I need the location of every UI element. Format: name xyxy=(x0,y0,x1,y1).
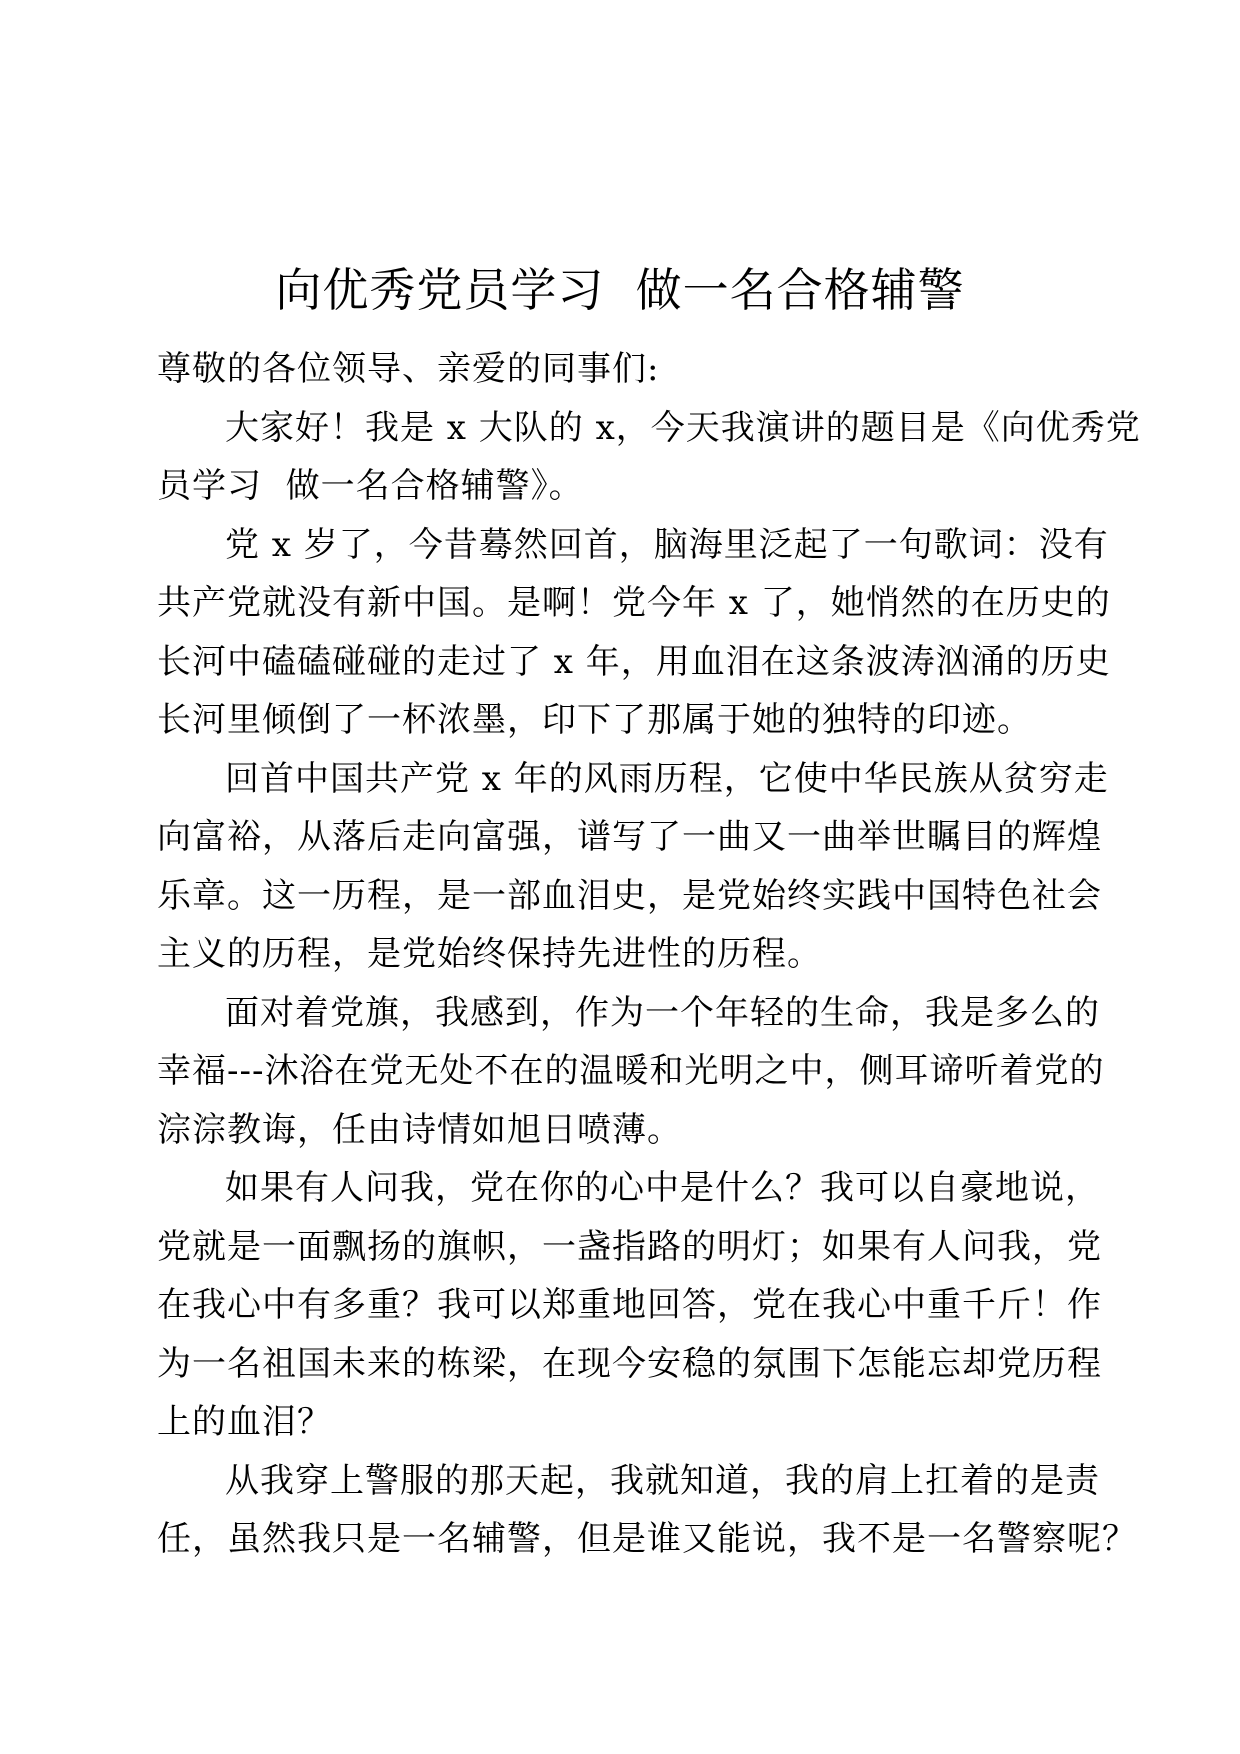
body-text-line: 大家好！我是 x 大队的 x，今天我演讲的题目是《向优秀党 xyxy=(225,407,1141,448)
body-text-line: 乐章。这一历程，是一部血泪史，是党始终实践中国特色社会 xyxy=(157,875,1102,916)
body-text-line: 员学习 做一名合格辅警》。 xyxy=(157,466,584,506)
body-text-line: 从我穿上警服的那天起，我就知道，我的肩上扛着的是责 xyxy=(225,1460,1100,1501)
body-text-line: 回首中国共产党 x 年的风雨历程，它使中华民族从贫穷走 xyxy=(225,758,1109,799)
body-text-line: 面对着党旗，我感到，作为一个年轻的生命，我是多么的 xyxy=(225,992,1100,1033)
body-text-line: 长河里倾倒了一杯浓墨，印下了那属于她的独特的印迹。 xyxy=(157,700,1032,740)
body-text-line: 主义的历程，是党始终保持先进性的历程。 xyxy=(157,934,822,974)
body-text-line: 长河中磕磕碰碰的走过了 x 年，用血泪在这条波涛汹涌的历史 xyxy=(157,641,1111,682)
document-title: 向优秀党员学习 做一名合格辅警 xyxy=(275,263,965,317)
body-text-line: 上的血泪？ xyxy=(157,1402,332,1442)
body-text-line: 为一名祖国未来的栋梁，在现今安稳的氛围下怎能忘却党历程 xyxy=(157,1343,1102,1384)
body-text-line: 在我心中有多重？我可以郑重地回答，党在我心中重千斤！作 xyxy=(157,1285,1102,1325)
body-text-line: 尊敬的各位领导、亲爱的同事们: xyxy=(157,349,660,389)
body-text-line: 幸福---沐浴在党无处不在的温暖和光明之中，侧耳谛听着党的 xyxy=(157,1051,1105,1091)
body-text-line: 如果有人问我，党在你的心中是什么？我可以自豪地说， xyxy=(225,1168,1100,1208)
body-text-line: 党就是一面飘扬的旗帜，一盏指路的明灯；如果有人问我，党 xyxy=(157,1226,1102,1267)
body-text-line: 向富裕，从落后走向富强，谱写了一曲又一曲举世瞩目的辉煌 xyxy=(157,817,1102,857)
body-text-line: 党 x 岁了，今昔蓦然回首，脑海里泛起了一句歌词：没有 xyxy=(225,524,1109,565)
body-text-line: 任，虽然我只是一名辅警，但是谁又能说，我不是一名警察呢？ xyxy=(157,1519,1137,1559)
document-body xyxy=(157,340,1141,1569)
body-text-line: 淙淙教诲，任由诗情如旭日喷薄。 xyxy=(157,1109,682,1150)
body-text-line: 共产党就没有新中国。是啊！党今年 x 了，她悄然的在历史的 xyxy=(157,583,1111,623)
